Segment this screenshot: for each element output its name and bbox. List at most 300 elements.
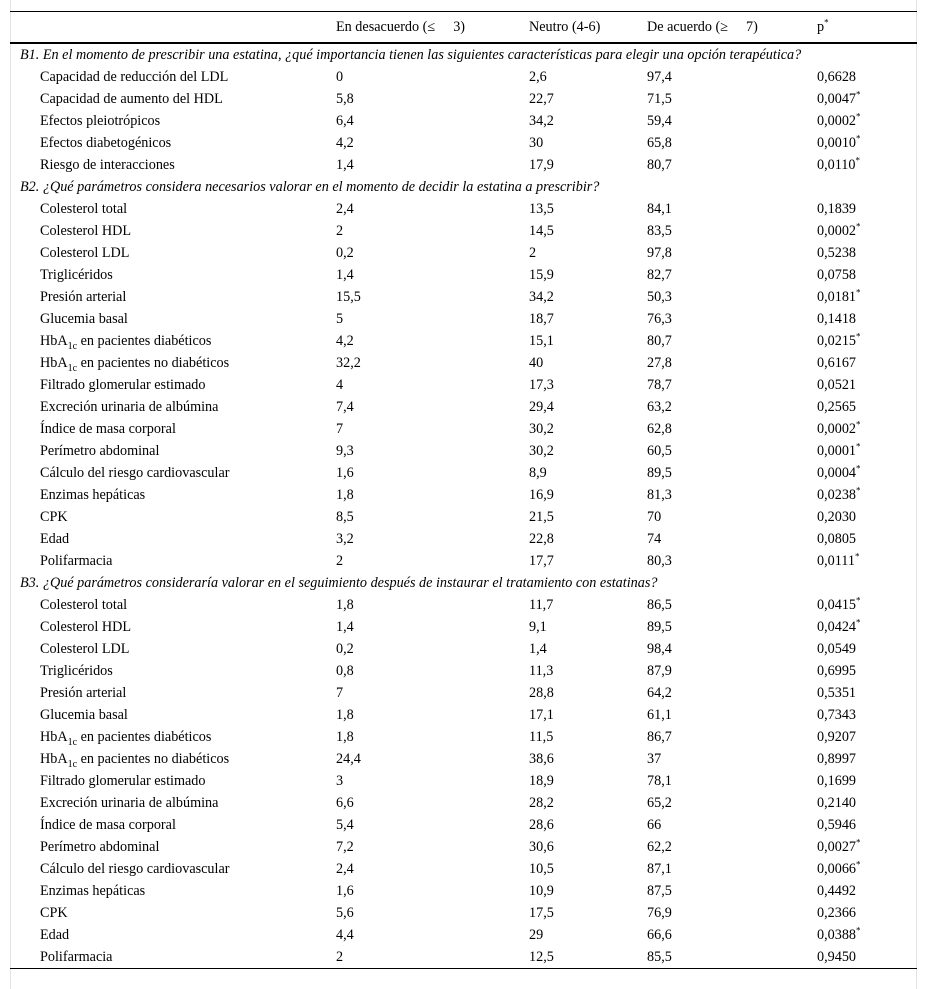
cell-p: [817, 330, 917, 352]
cell-neutral: 16,9: [529, 487, 554, 503]
section-title: B1. En el momento de prescribir una estatina, ¿qué importancia tienen las siguientes características para elegir una opción terapéutica?: [20, 47, 802, 63]
cell-disagree: 8,5: [336, 509, 354, 525]
table-row: [10, 462, 917, 484]
significance-mark: *: [856, 859, 861, 870]
cell-neutral: 30,2: [529, 421, 554, 437]
row-label-text: Efectos pleiotrópicos: [40, 113, 161, 129]
cell-agree: 74: [647, 531, 662, 547]
table-row: [10, 132, 917, 154]
row-label: [10, 660, 336, 682]
table-row: [10, 748, 917, 770]
table-row: [10, 154, 917, 176]
table-row: [10, 198, 917, 220]
cell-agree: 27,8: [647, 355, 672, 371]
cell-p: [817, 220, 917, 242]
row-label: [10, 814, 336, 836]
row-label: [10, 308, 336, 330]
cell-p: [817, 484, 917, 506]
cell-agree: 78,1: [647, 773, 672, 789]
row-label-text: Riesgo de interacciones: [40, 157, 175, 173]
cell-disagree: 1,4: [336, 267, 354, 283]
table-row: [10, 814, 917, 836]
cell-agree: 80,7: [647, 157, 672, 173]
row-label: [10, 352, 336, 374]
cell-agree: 60,5: [647, 443, 672, 459]
cell-agree: 97,8: [647, 245, 672, 261]
cell-disagree: 1,8: [336, 729, 354, 745]
row-label-text: Excreción urinaria de albúmina: [40, 795, 219, 811]
cell-disagree: 24,4: [336, 751, 361, 767]
row-label: [10, 154, 336, 176]
row-label-text: Excreción urinaria de albúmina: [40, 399, 219, 415]
cell-neutral: 34,2: [529, 289, 554, 305]
significance-mark: *: [856, 925, 861, 936]
row-label-text: Índice de masa corporal: [40, 817, 176, 833]
row-label-text: Perímetro abdominal: [40, 839, 160, 855]
cell-disagree: 1,4: [336, 619, 354, 635]
table-row: [10, 88, 917, 110]
cell-disagree: 4,2: [336, 333, 354, 349]
cell-p: [817, 704, 917, 726]
row-label: [10, 484, 336, 506]
p-value: 0,0047: [817, 91, 857, 107]
cell-agree: 65,2: [647, 795, 672, 811]
significance-mark: *: [856, 331, 861, 342]
cell-p: [817, 616, 917, 638]
table-row: [10, 484, 917, 506]
row-label-text: Capacidad de aumento del HDL: [40, 91, 223, 107]
cell-neutral: 8,9: [529, 465, 547, 481]
table-row: [10, 792, 917, 814]
cell-neutral: 18,9: [529, 773, 554, 789]
p-value: 0,9207: [817, 729, 857, 745]
significance-mark: *: [856, 463, 861, 474]
cell-p: [817, 836, 917, 858]
header-p: [817, 12, 917, 44]
row-label-text: Colesterol HDL: [40, 223, 132, 239]
row-label-text: Enzimas hepáticas: [40, 487, 146, 503]
row-label-text: Colesterol HDL: [40, 619, 132, 635]
cell-agree: 78,7: [647, 377, 672, 393]
table-row: [10, 616, 917, 638]
row-label: [10, 616, 336, 638]
header-row: [10, 12, 917, 44]
table-row: [10, 660, 917, 682]
row-label: [10, 550, 336, 572]
table-row: [10, 264, 917, 286]
row-label: [10, 506, 336, 528]
row-label-text: Polifarmacia: [40, 553, 113, 569]
table-row: [10, 374, 917, 396]
significance-mark: *: [854, 551, 860, 562]
p-value: 0,2030: [817, 509, 857, 525]
significance-mark: *: [855, 155, 860, 166]
cell-p: [817, 242, 917, 264]
cell-agree: 66,6: [647, 927, 672, 943]
row-label-text: Cálculo del riesgo cardiovascular: [40, 861, 230, 877]
header-agree-text: De acuerdo (≥: [647, 18, 729, 35]
cell-p: [817, 396, 917, 418]
row-label-rest: en pacientes no diabéticos: [77, 751, 230, 767]
p-value: 0,0388: [817, 927, 857, 943]
cell-neutral: 10,5: [529, 861, 554, 877]
cell-neutral: 34,2: [529, 113, 554, 129]
p-value: 0,1699: [817, 773, 857, 789]
cell-p: [817, 110, 917, 132]
significance-mark: *: [856, 111, 861, 122]
cell-p: [817, 286, 917, 308]
p-value: 0,6995: [817, 663, 857, 679]
cell-p: [817, 506, 917, 528]
row-label-text: Colesterol LDL: [40, 245, 130, 261]
table-row: [10, 242, 917, 264]
cell-neutral: 11,3: [529, 663, 554, 679]
p-value: 0,0066: [817, 861, 857, 877]
cell-disagree: 4,2: [336, 135, 354, 151]
table-row: [10, 858, 917, 880]
row-label: [10, 462, 336, 484]
cell-disagree: 4,4: [336, 927, 354, 943]
row-label-text: Presión arterial: [40, 289, 127, 305]
row-label-text: HbA: [40, 729, 68, 745]
p-value: 0,1418: [817, 311, 857, 327]
cell-agree: 87,5: [647, 883, 672, 899]
row-label-text: Colesterol LDL: [40, 641, 130, 657]
p-value: 0,0001: [817, 443, 857, 459]
cell-p: [817, 682, 917, 704]
cell-agree: 86,5: [647, 597, 672, 613]
table-row: [10, 66, 917, 88]
row-label-text: Índice de masa corporal: [40, 421, 176, 437]
row-label-subscript: 1c: [67, 340, 78, 352]
table-row: [10, 440, 917, 462]
p-value: 0,2140: [817, 795, 857, 811]
cell-disagree: 32,2: [336, 355, 361, 371]
row-label: [10, 770, 336, 792]
cell-p: [817, 946, 917, 969]
header-disagree-n: 3): [453, 18, 466, 35]
section-header-row: [10, 572, 917, 594]
cell-neutral: 14,5: [529, 223, 554, 239]
cell-agree: 64,2: [647, 685, 672, 701]
cell-p: [817, 748, 917, 770]
cell-neutral: 11,7: [529, 597, 554, 613]
row-label-text: HbA: [40, 355, 68, 371]
cell-disagree: 2,4: [336, 861, 354, 877]
p-value: 0,0010: [817, 135, 857, 151]
table-row: [10, 550, 917, 572]
cell-disagree: 7,4: [336, 399, 354, 415]
p-value: 0,5351: [817, 685, 857, 701]
significance-mark: *: [856, 89, 861, 100]
section-title: B3. ¿Qué parámetros consideraría valorar en el seguimiento después de instaurar el tratamiento con estatinas?: [20, 575, 658, 591]
cell-neutral: 17,3: [529, 377, 554, 393]
table-row: [10, 220, 917, 242]
cell-neutral: 30,6: [529, 839, 554, 855]
row-label: [10, 132, 336, 154]
cell-p: [817, 440, 917, 462]
cell-agree: 89,5: [647, 465, 672, 481]
cell-p: [817, 352, 917, 374]
cell-agree: 83,5: [647, 223, 672, 239]
cell-p: [817, 154, 917, 176]
cell-neutral: 22,7: [529, 91, 554, 107]
table-row: [10, 110, 917, 132]
cell-agree: 65,8: [647, 135, 672, 151]
header-agree-n: 7): [746, 18, 758, 35]
p-value: 0,8997: [817, 751, 857, 767]
p-value: 0,7343: [817, 707, 857, 723]
cell-agree: 62,8: [647, 421, 672, 437]
cell-p: [817, 264, 917, 286]
cell-disagree: 0,2: [336, 641, 354, 657]
table-row: [10, 286, 917, 308]
cell-neutral: 17,1: [529, 707, 554, 723]
cell-neutral: 28,2: [529, 795, 554, 811]
table-row: [10, 946, 917, 969]
significance-mark: *: [856, 287, 861, 298]
cell-neutral: 29: [529, 927, 544, 943]
cell-disagree: 2: [336, 223, 344, 239]
cell-agree: 81,3: [647, 487, 672, 503]
cell-disagree: 0,2: [336, 245, 354, 261]
cell-disagree: 1,8: [336, 707, 354, 723]
cell-neutral: 17,7: [529, 553, 554, 569]
cell-neutral: 12,5: [529, 946, 647, 969]
row-label-text: HbA: [40, 751, 68, 767]
row-label-text: Glucemia basal: [40, 311, 128, 327]
header-p-mark: *: [824, 16, 829, 27]
cell-disagree: 6,6: [336, 795, 354, 811]
table-row: [10, 704, 917, 726]
row-label: [10, 264, 336, 286]
cell-agree: 84,1: [647, 201, 672, 217]
cell-neutral: 21,5: [529, 509, 554, 525]
row-label: [10, 220, 336, 242]
cell-neutral: 2,6: [529, 69, 547, 85]
significance-mark: *: [856, 441, 861, 452]
significance-mark: *: [856, 617, 861, 628]
table-row: [10, 308, 917, 330]
cell-agree: 86,7: [647, 729, 672, 745]
row-label-subscript: 1c: [67, 758, 78, 770]
row-label-rest: en pacientes no diabéticos: [77, 355, 230, 371]
row-label: [10, 528, 336, 550]
cell-disagree: 5,4: [336, 817, 354, 833]
cell-p: [817, 660, 917, 682]
row-label: [10, 440, 336, 462]
p-value: 0,5238: [817, 245, 857, 261]
row-label-text: HbA: [40, 333, 68, 349]
table-row: [10, 924, 917, 946]
significance-mark: *: [856, 485, 861, 496]
cell-p: [817, 88, 917, 110]
cell-p: [817, 902, 917, 924]
table-body: [10, 43, 917, 969]
table-row: [10, 396, 917, 418]
table-row: [10, 902, 917, 924]
row-label-text: Triglicéridos: [40, 267, 113, 283]
significance-mark: *: [856, 133, 861, 144]
cell-agree: 71,5: [647, 91, 672, 107]
cell-neutral: 38,6: [529, 751, 554, 767]
cell-agree: 85,5: [647, 946, 817, 969]
row-label: [10, 396, 336, 418]
p-value: 0,0004: [817, 465, 857, 481]
row-label: [10, 66, 336, 88]
p-value: 0,0215: [817, 333, 857, 349]
cell-disagree: 2: [336, 553, 344, 569]
row-label: [10, 110, 336, 132]
cell-p: [817, 132, 917, 154]
row-label-rest: en pacientes diabéticos: [77, 729, 212, 745]
cell-neutral: 9,1: [529, 619, 547, 635]
p-value: 0,0424: [817, 619, 857, 635]
section-header-row: [10, 43, 917, 66]
p-value: 0,0549: [817, 641, 857, 657]
row-label: [10, 286, 336, 308]
header-agree: [647, 12, 817, 44]
row-label: [10, 902, 336, 924]
p-value: 0,2565: [817, 399, 857, 415]
cell-disagree: 5,6: [336, 905, 354, 921]
table-row: [10, 682, 917, 704]
cell-disagree: 9,3: [336, 443, 354, 459]
p-value: 0,0521: [817, 377, 857, 393]
p-value: 0,9450: [817, 949, 857, 965]
table-row: [10, 352, 917, 374]
cell-p: [817, 66, 917, 88]
row-label-text: Filtrado glomerular estimado: [40, 773, 206, 789]
cell-agree: 97,4: [647, 69, 672, 85]
row-label-text: Presión arterial: [40, 685, 127, 701]
table-row: [10, 638, 917, 660]
p-value: 0,4492: [817, 883, 857, 899]
p-value: 0,1839: [817, 201, 857, 217]
header-blank: [10, 12, 336, 44]
cell-neutral: 30,2: [529, 443, 554, 459]
cell-neutral: 2: [529, 245, 537, 261]
table-row: [10, 418, 917, 440]
row-label: [10, 594, 336, 616]
row-label: [10, 330, 336, 352]
cell-neutral: 28,8: [529, 685, 554, 701]
cell-p: [817, 858, 917, 880]
row-label-text: CPK: [40, 905, 68, 921]
row-label: [10, 418, 336, 440]
significance-mark: *: [856, 419, 861, 430]
cell-neutral: 30: [529, 135, 544, 151]
cell-agree: 62,2: [647, 839, 672, 855]
cell-agree: 87,9: [647, 663, 672, 679]
row-label: [10, 726, 336, 748]
cell-disagree: 1,6: [336, 883, 354, 899]
table-row: [10, 330, 917, 352]
p-value: 0,0111: [817, 553, 855, 569]
cell-disagree: 7: [336, 685, 344, 701]
cell-agree: 87,1: [647, 861, 672, 877]
cell-neutral: 15,1: [529, 333, 554, 349]
row-label-text: Enzimas hepáticas: [40, 883, 146, 899]
cell-p: [817, 814, 917, 836]
p-value: 0,0002: [817, 421, 857, 437]
header-disagree: [336, 12, 529, 44]
cell-p: [817, 528, 917, 550]
row-label-text: Edad: [40, 927, 70, 943]
cell-p: [817, 726, 917, 748]
cell-agree: 37: [647, 751, 662, 767]
row-label: [10, 880, 336, 902]
cell-disagree: 6,4: [336, 113, 354, 129]
cell-disagree: 0: [336, 69, 344, 85]
p-value: 0,0002: [817, 113, 857, 129]
table-row: [10, 726, 917, 748]
table-row: [10, 770, 917, 792]
survey-results-table: [10, 11, 917, 969]
cell-agree: 80,7: [647, 333, 672, 349]
header-p-text: p: [817, 18, 825, 35]
p-value: 0,6167: [817, 355, 857, 371]
cell-p: [817, 308, 917, 330]
row-label: [10, 198, 336, 220]
p-value: 0,5946: [817, 817, 857, 833]
significance-mark: *: [856, 837, 861, 848]
row-label-text: Colesterol total: [40, 597, 128, 613]
cell-disagree: 4: [336, 377, 344, 393]
table-row: [10, 836, 917, 858]
cell-agree: 89,5: [647, 619, 672, 635]
row-label-rest: en pacientes diabéticos: [77, 333, 212, 349]
cell-neutral: 22,8: [529, 531, 554, 547]
cell-agree: 66: [647, 817, 662, 833]
row-label: [10, 682, 336, 704]
row-label-text: Efectos diabetogénicos: [40, 135, 172, 151]
p-value: 0,0110: [817, 157, 856, 173]
section-header-row: [10, 176, 917, 198]
row-label: [10, 88, 336, 110]
cell-disagree: 3: [336, 773, 344, 789]
row-label: [10, 638, 336, 660]
cell-neutral: 17,9: [529, 157, 554, 173]
cell-neutral: 40: [529, 355, 544, 371]
cell-neutral: 10,9: [529, 883, 554, 899]
cell-disagree: 1,8: [336, 597, 354, 613]
cell-disagree: 7,2: [336, 839, 354, 855]
cell-disagree: 1,6: [336, 465, 354, 481]
table-row: [10, 506, 917, 528]
header-disagree-text: En desacuerdo (≤: [336, 18, 436, 35]
cell-agree: 59,4: [647, 113, 672, 129]
significance-mark: *: [856, 595, 861, 606]
cell-disagree: 2,4: [336, 201, 354, 217]
row-label: [10, 748, 336, 770]
cell-neutral: 17,5: [529, 905, 554, 921]
p-value: 0,0027: [817, 839, 857, 855]
cell-disagree: 7: [336, 421, 344, 437]
cell-agree: 98,4: [647, 641, 672, 657]
cell-p: [817, 462, 917, 484]
cell-neutral: 13,5: [529, 201, 554, 217]
p-value: 0,2366: [817, 905, 857, 921]
cell-p: [817, 594, 917, 616]
row-label: [10, 858, 336, 880]
cell-disagree: 2: [336, 946, 529, 969]
cell-agree: 50,3: [647, 289, 672, 305]
p-value: 0,0181: [817, 289, 857, 305]
cell-agree: 76,3: [647, 311, 672, 327]
row-label: [10, 374, 336, 396]
cell-neutral: 28,6: [529, 817, 554, 833]
